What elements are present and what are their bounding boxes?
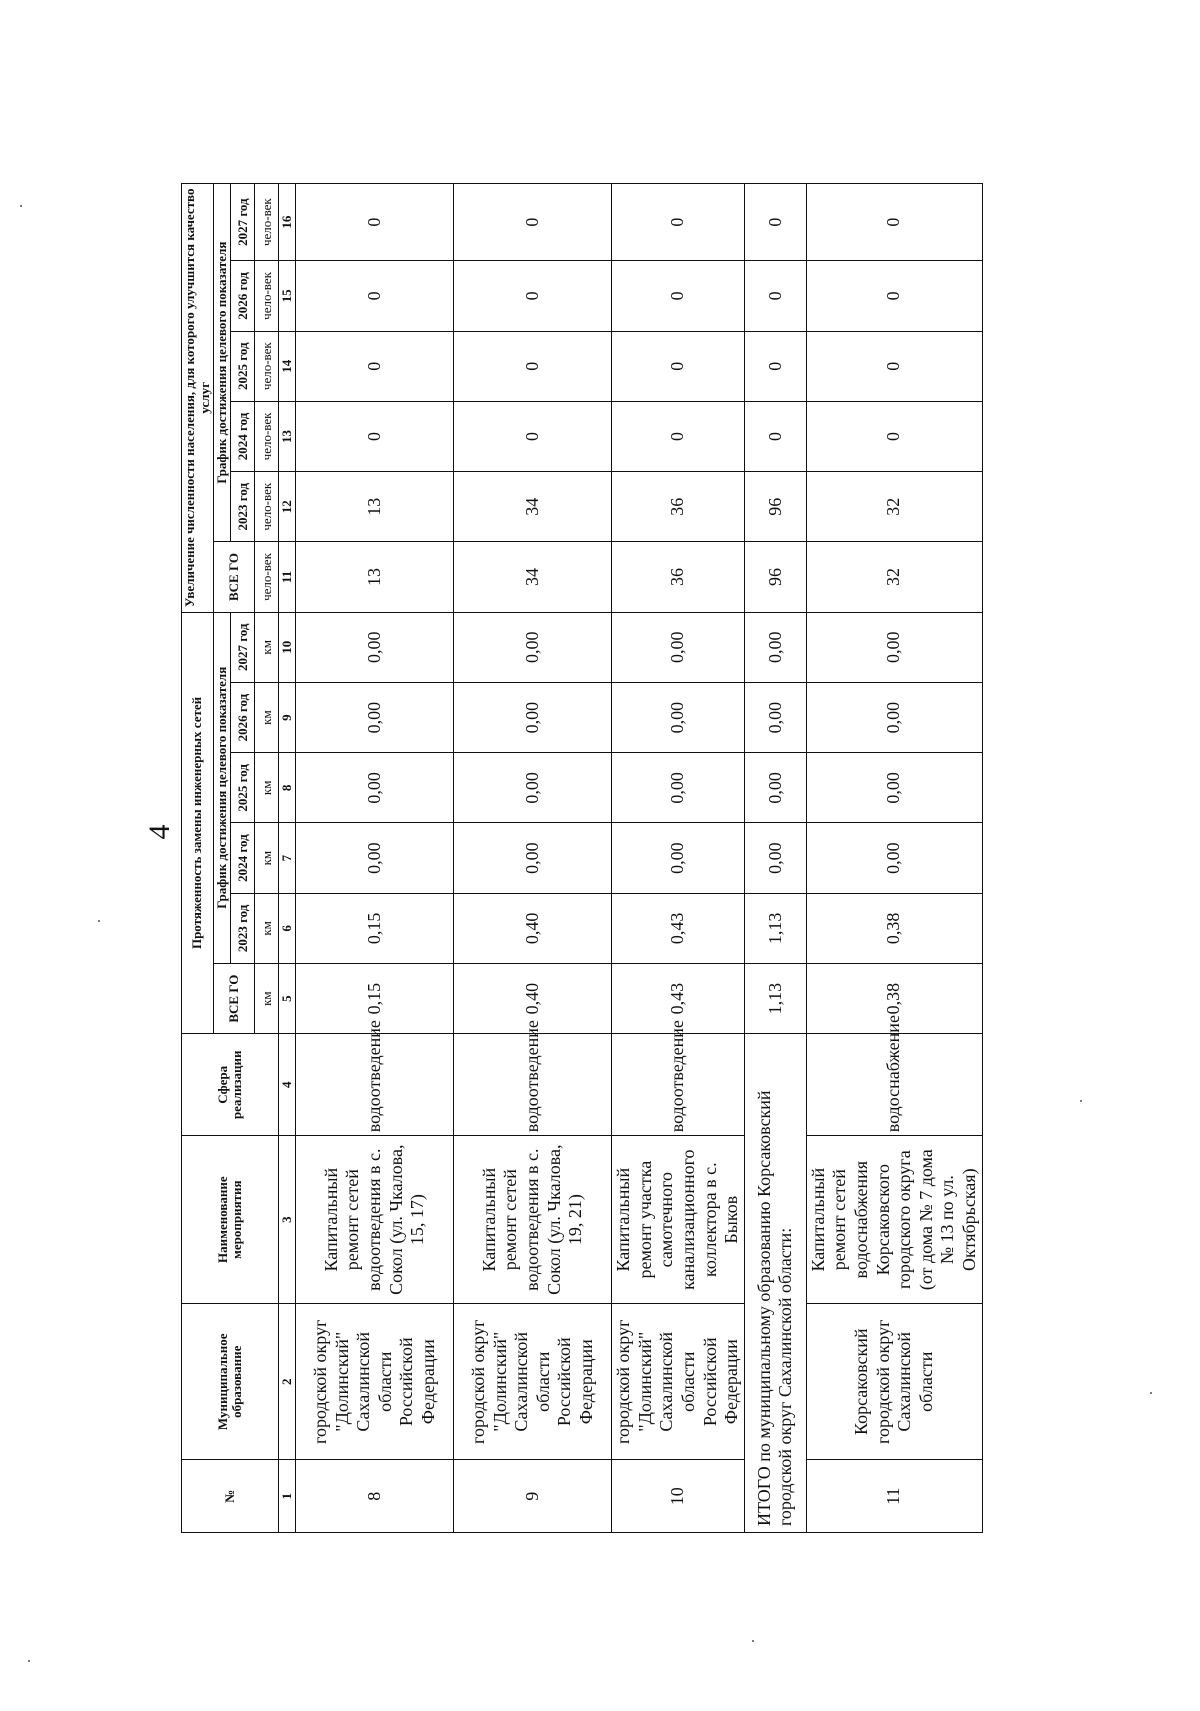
table-row: [612, 184, 745, 1533]
row-number: 10: [612, 1460, 745, 1533]
people-value: 0: [296, 184, 454, 261]
total-people-value: 96: [744, 472, 806, 542]
total-people-value: 0: [744, 184, 806, 261]
unit-km: км: [255, 753, 279, 823]
total-km-value: 1,13: [744, 893, 806, 963]
people-value: 0: [612, 331, 745, 401]
people-value: 0: [612, 401, 745, 471]
people-value: 0: [454, 261, 612, 331]
header-year: 2027 год: [231, 184, 255, 261]
measure-cell: Капитальный ремонт участка самотечного канализационного коллектора в с. Быков: [612, 1136, 745, 1304]
header-year: 2023 год: [231, 893, 255, 963]
header-no: №: [182, 1460, 279, 1533]
header-length-group: Протяженность замены инженерных сетей: [182, 612, 214, 1034]
column-number: 14: [279, 331, 296, 401]
people-value: 0: [612, 261, 745, 331]
total-km-value: 0,00: [744, 823, 806, 893]
scan-speck: [98, 920, 100, 922]
measure-cell: Капитальный ремонт сетей водоотведения в с. Сокол (ул. Чкалова, 15, 17): [296, 1136, 454, 1304]
km-value: 0,00: [454, 612, 612, 682]
km-value: 0,00: [296, 682, 454, 752]
people-value: 13: [296, 542, 454, 612]
header-schedule-people: График достижения целевого показателя: [214, 184, 231, 542]
total-people-value: 0: [744, 261, 806, 331]
header-population-group: Увеличение численности населения, для которого улучшится качество услуг: [182, 184, 214, 613]
total-people-value: 0: [744, 401, 806, 471]
column-number: 16: [279, 184, 296, 261]
total-km-value: 0,00: [744, 612, 806, 682]
column-number: 12: [279, 472, 296, 542]
header-municipality: Муниципальное образование: [182, 1304, 279, 1460]
people-value: 0: [806, 331, 982, 401]
scan-speck: [20, 205, 22, 207]
column-number: 7: [279, 823, 296, 893]
sphere-cell: водоотведение: [296, 1034, 454, 1136]
km-value: 0,00: [296, 612, 454, 682]
unit-people: чело-век: [255, 261, 279, 331]
sphere-cell: водоотведение: [454, 1034, 612, 1136]
municipality-cell: городской округ "Долинский" Сахалинской области Российской Федерации: [454, 1304, 612, 1460]
scan-speck: [752, 1640, 754, 1642]
people-value: 13: [296, 472, 454, 542]
column-number: 5: [279, 964, 296, 1034]
page-number: 4: [143, 824, 176, 840]
people-value: 34: [454, 542, 612, 612]
km-value: 0,00: [806, 682, 982, 752]
header-total-people: ВСЕ ГО: [214, 542, 255, 612]
header-total-km: ВСЕ ГО: [214, 964, 255, 1034]
people-value: 0: [454, 401, 612, 471]
table-row: [454, 184, 612, 1533]
total-km-value: 0,00: [744, 753, 806, 823]
km-value: 0,00: [612, 753, 745, 823]
header-year: 2025 год: [231, 753, 255, 823]
column-number: 10: [279, 612, 296, 682]
km-value: 0,00: [612, 682, 745, 752]
total-people-value: 0: [744, 331, 806, 401]
unit-km: км: [255, 893, 279, 963]
people-value: 32: [806, 542, 982, 612]
people-value: 0: [806, 261, 982, 331]
km-value: 0,40: [454, 893, 612, 963]
total-km-value: 1,13: [744, 964, 806, 1034]
km-value: 0,00: [296, 753, 454, 823]
unit-km: км: [255, 823, 279, 893]
people-value: 0: [806, 401, 982, 471]
km-value: 0,00: [454, 682, 612, 752]
data-table: [181, 183, 983, 1533]
people-value: 32: [806, 472, 982, 542]
km-value: 0,15: [296, 893, 454, 963]
column-number: 15: [279, 261, 296, 331]
unit-people: чело-век: [255, 401, 279, 471]
municipality-cell: городской округ "Долинский" Сахалинской области Российской Федерации: [296, 1304, 454, 1460]
municipality-cell: Корсаковский городской округ Сахалинской области: [806, 1304, 982, 1460]
unit-people: чело-век: [255, 184, 279, 261]
unit-km: км: [255, 682, 279, 752]
km-value: 0,00: [454, 823, 612, 893]
km-value: 0,00: [806, 753, 982, 823]
measure-cell: Капитальный ремонт сетей водоснабжения Корсаковского городского округа (от дома № 7 дома № 13 по ул. Октябрьская): [806, 1136, 982, 1304]
column-number: 3: [279, 1136, 296, 1304]
header-year: 2025 год: [231, 331, 255, 401]
sphere-cell: водоотведение: [612, 1034, 745, 1136]
total-row: [744, 184, 806, 1533]
people-value: 0: [806, 184, 982, 261]
scan-speck: [28, 1660, 30, 1662]
rotated-table-wrapper: [181, 183, 1200, 1533]
people-value: 0: [454, 184, 612, 261]
km-value: 0,00: [806, 823, 982, 893]
km-value: 0,00: [806, 612, 982, 682]
unit-people: чело-век: [255, 331, 279, 401]
unit-people: чело-век: [255, 472, 279, 542]
header-year: 2024 год: [231, 401, 255, 471]
km-value: 0,00: [296, 823, 454, 893]
people-value: 36: [612, 472, 745, 542]
column-number: 4: [279, 1034, 296, 1136]
measure-cell: Капитальный ремонт сетей водоотведения в с. Сокол (ул. Чкалова, 19, 21): [454, 1136, 612, 1304]
unit-people: чело-век: [255, 542, 279, 612]
sphere-cell: водоснабжение: [806, 1034, 982, 1136]
header-measure: Наименование мероприятия: [182, 1136, 279, 1304]
table-row: [806, 184, 982, 1533]
km-value: 0,38: [806, 964, 982, 1034]
people-value: 36: [612, 542, 745, 612]
people-value: 0: [296, 331, 454, 401]
total-label: ИТОГО по муниципальному образованию Корсаковский городской округ Сахалинской области:: [744, 1034, 806, 1533]
people-value: 0: [296, 261, 454, 331]
total-people-value: 96: [744, 542, 806, 612]
total-km-value: 0,00: [744, 682, 806, 752]
km-value: 0,43: [612, 964, 745, 1034]
row-number: 9: [454, 1460, 612, 1533]
people-value: 0: [612, 184, 745, 261]
scan-speck: [1150, 1392, 1152, 1394]
km-value: 0,40: [454, 964, 612, 1034]
column-number: 8: [279, 753, 296, 823]
unit-km: км: [255, 964, 279, 1034]
header-year: 2027 год: [231, 612, 255, 682]
header-year: 2023 год: [231, 472, 255, 542]
people-value: 0: [296, 401, 454, 471]
people-value: 34: [454, 472, 612, 542]
column-number: 6: [279, 893, 296, 963]
people-value: 0: [454, 331, 612, 401]
km-value: 0,00: [612, 823, 745, 893]
km-value: 0,38: [806, 893, 982, 963]
km-value: 0,00: [454, 753, 612, 823]
unit-km: км: [255, 612, 279, 682]
header-sphere: Сфера реализации: [182, 1034, 279, 1136]
header-year: 2026 год: [231, 261, 255, 331]
column-number: 11: [279, 542, 296, 612]
row-number: 11: [806, 1460, 982, 1533]
column-number: 1: [279, 1460, 296, 1533]
header-year: 2026 год: [231, 682, 255, 752]
column-number: 9: [279, 682, 296, 752]
column-number: 13: [279, 401, 296, 471]
km-value: 0,43: [612, 893, 745, 963]
municipality-cell: городской округ "Долинский" Сахалинской области Российской Федерации: [612, 1304, 745, 1460]
table-row: [296, 184, 454, 1533]
header-year: 2024 год: [231, 823, 255, 893]
km-value: 0,00: [612, 612, 745, 682]
header-schedule-km: График достижения целевого показателя: [214, 612, 231, 963]
km-value: 0,15: [296, 964, 454, 1034]
scan-speck: [1080, 1100, 1082, 1102]
column-number: 2: [279, 1304, 296, 1460]
row-number: 8: [296, 1460, 454, 1533]
